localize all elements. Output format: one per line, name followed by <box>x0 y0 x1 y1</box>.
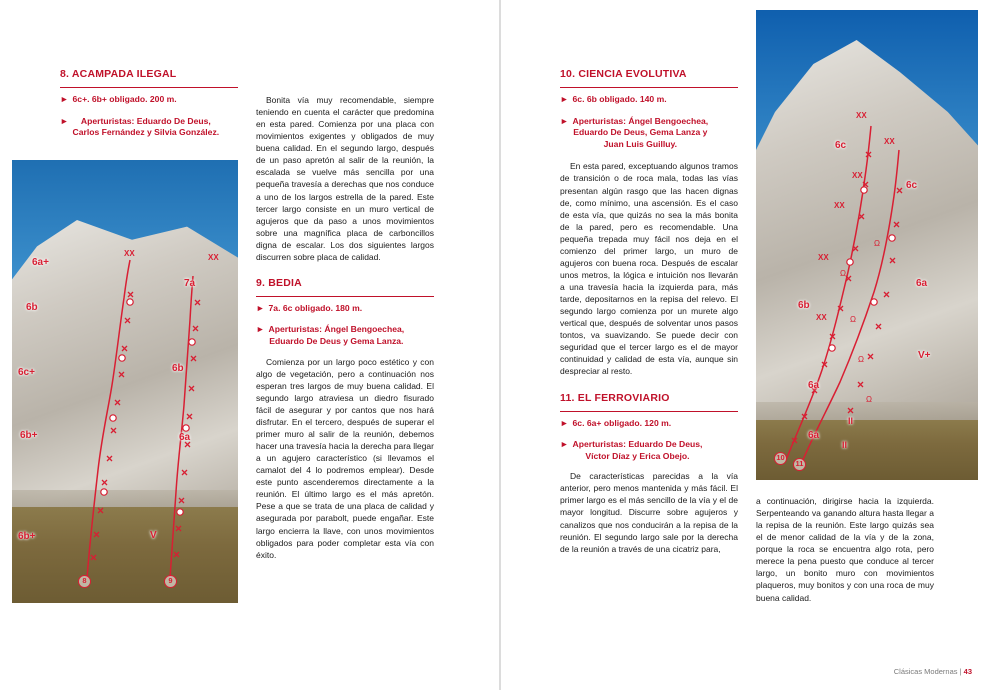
route-grade-11: ► 6c. 6a+ obligado. 120 m. <box>560 417 672 428</box>
divider <box>60 87 238 88</box>
pitch-grade-label: 6b+ <box>18 531 36 542</box>
route-openers-9 <box>256 324 434 347</box>
triangle-icon: ► <box>60 115 69 126</box>
svg-text:XX: XX <box>818 253 829 262</box>
route-lines-overlay <box>12 160 238 603</box>
route-block-acampada-ilegal <box>60 68 238 139</box>
pitch-grade-label: 6a <box>808 430 820 441</box>
route-openers-10 <box>560 116 738 151</box>
openers-line-2: Carlos Fernández y Silvia González. <box>72 127 220 138</box>
pitch-grade-label: V+ <box>918 350 931 361</box>
route-openers-11 <box>560 439 738 462</box>
openers-line-1: Aperturistas: Eduardo De Deus, <box>80 115 211 126</box>
pitch-grade-label: 6b <box>798 300 810 311</box>
divider <box>256 296 434 297</box>
pitch-grade-label: 6a <box>808 380 820 391</box>
svg-text:XX: XX <box>852 171 863 180</box>
openers-line-1: Aperturistas: Eduardo De Deus, <box>572 439 703 450</box>
folio-page-number: 43 <box>963 667 972 676</box>
right-column-1 <box>560 68 738 562</box>
route-openers-8 <box>60 116 238 139</box>
topo-photo-right <box>756 10 978 480</box>
divider <box>560 411 738 412</box>
route-block-bedia <box>256 277 434 348</box>
anchor-label-xx: XX <box>208 253 219 262</box>
topo-photo-left <box>12 160 238 603</box>
svg-text:Ω: Ω <box>850 315 856 324</box>
pitch-roman-label: II <box>842 440 848 450</box>
openers-line-2: Eduardo De Deus y Gema Lanza. <box>269 336 404 347</box>
openers-line-1: Aperturistas: Ángel Bengoechea, <box>572 115 709 126</box>
svg-text:XX: XX <box>884 137 895 146</box>
anchor-label-xx: XX <box>124 249 135 258</box>
divider <box>560 87 738 88</box>
belay-stations <box>101 299 195 515</box>
openers-line-2: Víctor Díaz y Erica Obejo. <box>585 450 690 461</box>
pitch-grade-label: 6b <box>172 363 184 374</box>
triangle-icon: ► <box>560 115 569 126</box>
folio-text: Clásicas Modernas | <box>893 667 962 676</box>
triangle-icon: ► <box>560 94 569 104</box>
route-number-marker: 11 <box>793 458 806 471</box>
openers-line-1: Aperturistas: Ángel Bengoechea, <box>268 324 405 335</box>
route-number-marker: 8 <box>78 575 91 588</box>
triangle-icon: ► <box>256 302 265 313</box>
paragraph-continuation: a continuación, dirigirse hacia la izquierda. Serpenteando va ganando altura hasta llegar a la repisa de la reunión. Este largo quizás sea el de menor calidad de la vía y de la zona, porque la roca se encuentra algo rota, pero merece la pena puesto que conduce al tercer largo, un bonito muro con movimientos plaqueros, muy bonitos y con una roca de muy buena calidad. <box>756 496 934 603</box>
route-number-marker: 10 <box>774 452 787 465</box>
pitch-grade-label: 6b+ <box>20 430 38 441</box>
route-grade-10: ► 6c. 6b obligado. 140 m. <box>560 94 667 104</box>
triangle-icon: ► <box>560 439 569 450</box>
svg-text:XX: XX <box>816 313 827 322</box>
svg-text:XX: XX <box>834 201 845 210</box>
route-grade-9: ► 7a. 6c obligado. 180 m. <box>256 302 363 313</box>
paragraph: Comienza por un largo poco estético y con algo de vegetación, pero a continuación nos esperan tres largos de muy buena calidad. El segundo largo atraviesa un diedro fisurado fácil de asegurar y por cantos que nos hará disfrutar. En el tercero, después de superar el primer muro al salir de la reunión, debemos hacer una travesía hacia la derecha para llegar a un agujero característico (si llevamos el camalot del 4 lo podremos emplear). Desde este punto ascenderemos directamente a la reunión. El último largo es el más apretón. Pese a que se trata de una placa de calidad y asegurada por parabolt, puede engañar. Este largo encierra la llave, con unos movimientos obligados para poder completar esta vía con éxito. <box>256 356 434 560</box>
pitch-grade-label: 6c+ <box>18 367 35 378</box>
pitch-grade-label: 6a <box>916 278 928 289</box>
triangle-icon: ► <box>60 94 69 104</box>
piton-markers <box>840 239 880 404</box>
left-column-2 <box>256 94 434 568</box>
svg-text:Ω: Ω <box>840 269 846 278</box>
folio <box>894 667 972 676</box>
pitch-grade-label: 6b <box>26 302 38 313</box>
route-title-8: 8. ACAMPADA ILEGAL <box>60 68 177 80</box>
route-lines-overlay <box>756 10 978 480</box>
route-line-8 <box>87 260 130 578</box>
paragraph: Bonita vía muy recomendable, siempre teniendo en cuenta el carácter que predomina en esta pared. Comienza por una placa con movimientos exigentes y obligados de muy buena calidad. En el segundo largo, después de un paso apretón al salir de la reunión, la escalada se vuelve más sencilla por una pequeña travesía a derechas que nos conduce a uno de los largos estrella de la pared. Este tercer largo consiste en un muro vertical de agujeros que da paso a unos movimientos sobre una magnífica placa de carboncillos digna de escalar. Los dos siguientes largos discurren sobre placa de calidad. <box>256 95 434 262</box>
page-right <box>500 0 1000 690</box>
svg-text:XX: XX <box>856 111 867 120</box>
pitch-grade-label: V <box>150 530 157 541</box>
route-title-9: 9. BEDIA <box>256 276 302 289</box>
triangle-icon: ► <box>560 417 569 428</box>
anchor-labels <box>816 111 895 322</box>
paragraph: En esta pared, exceptuando algunos tramos de transición o de roca mala, todas las vías presentan algún rasgo que las hacen dignas de, como mínimo, una ascensión. Es el caso de esta vía, que quizás no sea la más bonita de la pared, pero es recomendable. Una pequeña trepada muy fácil nos deja en el comienzo del primer largo, un muro de agujeros con buena roca. Después de escalar unos metros, la lógica e intuición nos llevarán a una travesía hacia la izquierda para, más tarde, depositarnos en la repisa del relevo. El segundo largo comienza por un murete algo vertical que, después de solventar unos pasos tontos, va suavizando. Se puede decir con seguridad que el tercer largo es el de mayor continuidad y calidad de esta vía, aunque sin despreciar al resto. <box>560 161 738 377</box>
openers-line-3: Juan Luis Guilluy. <box>603 138 678 149</box>
pitch-grade-label: 6c <box>906 180 918 191</box>
pitch-grade-label: 6c <box>835 140 847 151</box>
paragraph: De características parecidas a la vía anterior, pero menos mantenida y más fácil. El primer largo es el más sencillo de la vía y el de mayor longitud. Discurre sobre agujeros y canalizos que nos conducirán a la repisa de la reunión. El segundo largo sale por la derecha de la reunión a través de una cicatriz para, <box>560 471 738 554</box>
svg-text:Ω: Ω <box>866 395 872 404</box>
left-column-1 <box>18 68 238 585</box>
route-grade-8: ► 6c+. 6b+ obligado. 200 m. <box>60 94 177 104</box>
pitch-grade-label: 6a+ <box>32 257 49 268</box>
bolt-marks <box>792 152 902 443</box>
route-title-10: 10. CIENCIA EVOLUTIVA <box>560 68 687 80</box>
svg-text:Ω: Ω <box>858 355 864 364</box>
pitch-roman-label: II <box>848 416 854 426</box>
pitch-grade-label: 6a <box>179 432 191 443</box>
svg-text:Ω: Ω <box>874 239 880 248</box>
openers-line-2: Eduardo De Deus, Gema Lanza y <box>573 127 708 138</box>
route-number-marker: 9 <box>164 575 177 588</box>
route-title-11: 11. EL FERROVIARIO <box>560 391 670 404</box>
pitch-grade-label: 7a <box>184 278 196 289</box>
triangle-icon: ► <box>256 324 265 335</box>
route-block-el-ferroviario <box>560 392 738 463</box>
route-block-ciencia-evolutiva <box>560 68 738 150</box>
